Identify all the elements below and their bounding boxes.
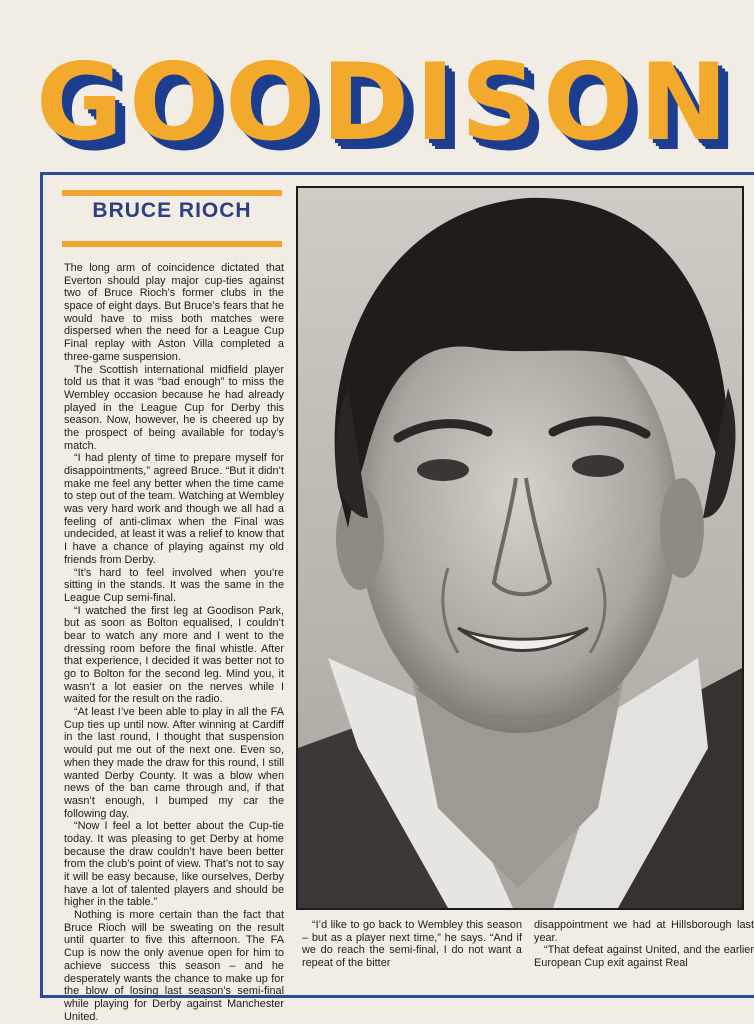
article-column-2 bbox=[302, 919, 522, 999]
paragraph: “That defeat against United, and the earlier European Cup exit against Real bbox=[534, 944, 754, 970]
article-column-1 bbox=[64, 262, 284, 1023]
player-photo bbox=[296, 186, 744, 910]
paragraph: “I’d like to go back to Wembley this season – but as a player next time,” he says. “And if we do reach the semi-final, I do not want a repeat of the bitter bbox=[302, 919, 522, 970]
player-name: BRUCE RIOCH bbox=[92, 199, 252, 222]
paragraph: disappointment we had at Hillsborough last year. bbox=[534, 919, 754, 944]
paragraph: Nothing is more certain than the fact that Bruce Rioch will be sweating on the result until quarter to five this afternoon. The FA Cup is now the only avenue open for him to achieve success this season – and he desperately wants the chance to make up for the blow of losing last season’s semi-final while playing for Derby against Manchester United. bbox=[64, 909, 284, 1023]
name-rule-top bbox=[62, 190, 282, 196]
name-rule-bottom bbox=[62, 241, 282, 247]
masthead bbox=[36, 28, 754, 168]
paragraph: “It’s hard to feel involved when you’re sitting in the stands. It was the same in the League Cup semi-final. bbox=[64, 566, 284, 604]
paragraph: “Now I feel a lot better about the Cup-tie today. It was pleasing to get Derby at home because the draw couldn’t have been better from the club’s point of view. That’s not to say it will be easy because, like ourselves, Derby have a lot of talented players and should be higher in the table.” bbox=[64, 820, 284, 909]
paragraph: “I had plenty of time to prepare myself for disappointments,” agreed Bruce. “But it didn’t make me feel any better when the time came to step out of the team. Watching at Wembley was very hard work and though we all had a feeling of anti-climax when the Final was undecided, at least it was a relief to know that I have a chance of playing against my old friends from Derby. bbox=[64, 452, 284, 566]
paragraph: “I watched the first leg at Goodison Park, but as soon as Bolton equalised, I couldn’t bear to watch any more and I went to the dressing room before the final whistle. After that experience, I decided it was better not to go to Bolton for the second leg. Mind you, it wasn’t a lot easier on the nerves while I waited for the result on the radio. bbox=[64, 604, 284, 706]
paragraph: The Scottish international midfield player told us that it was “bad enough” to miss the Wembley occasion because he had already played in the League Cup for Derby this season. Now, however, he is cheered up by the prospect of being available for today’s match. bbox=[64, 363, 284, 452]
paragraph: “At least I’ve been able to play in all the FA Cup ties up until now. After winning at Cardiff in the last round, I thought that suspension would put me out of the next one. Even so, when they made the draw for this round, I still wanted Derby County. It was a blow when news of the ban came through and, if that wasn’t enough, I bumped my car the following day. bbox=[64, 706, 284, 820]
paragraph: The long arm of coincidence dictated that Everton should play major cup-ties against two of Bruce Rioch’s former clubs in the space of eight days. But Bruce’s fears that he would have to miss both matches were dispersed when the need for a League Cup Final replay with Aston Villa completed a three-game suspension. bbox=[64, 262, 284, 363]
masthead-title: GOODISON bbox=[36, 41, 734, 164]
article-column-3 bbox=[534, 919, 754, 999]
